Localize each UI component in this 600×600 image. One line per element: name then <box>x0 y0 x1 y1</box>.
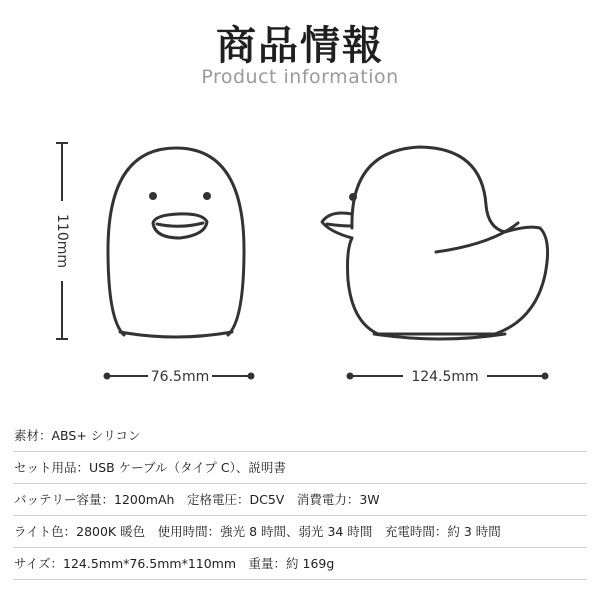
spec-battery: バッテリー容量：1200mAh 定格電圧：DC5V 消費電力：3W <box>14 485 586 516</box>
product-illustration <box>0 120 600 390</box>
spec-size: サイズ：124.5mm*76.5mm*110mm 重量：約 169g <box>14 549 586 580</box>
width-label: 76.5mm <box>150 369 210 385</box>
spec-included: セット用品：USB ケーブル（タイプ C）、説明書 <box>14 453 586 484</box>
duck-front-view <box>108 148 244 337</box>
height-label: 110mm <box>54 214 70 268</box>
duck-side-view <box>322 147 548 339</box>
spec-material: 素材：ABS+ シリコン <box>14 421 586 452</box>
page-subtitle: Product information <box>201 66 399 88</box>
page-title: 商品情報 <box>216 23 384 69</box>
length-label: 124.5mm <box>411 369 479 385</box>
spec-light: ライト色：2800K 暖色 使用時間：強光 8 時間、弱光 34 時間 充電時間：約 3 時間 <box>14 517 586 548</box>
